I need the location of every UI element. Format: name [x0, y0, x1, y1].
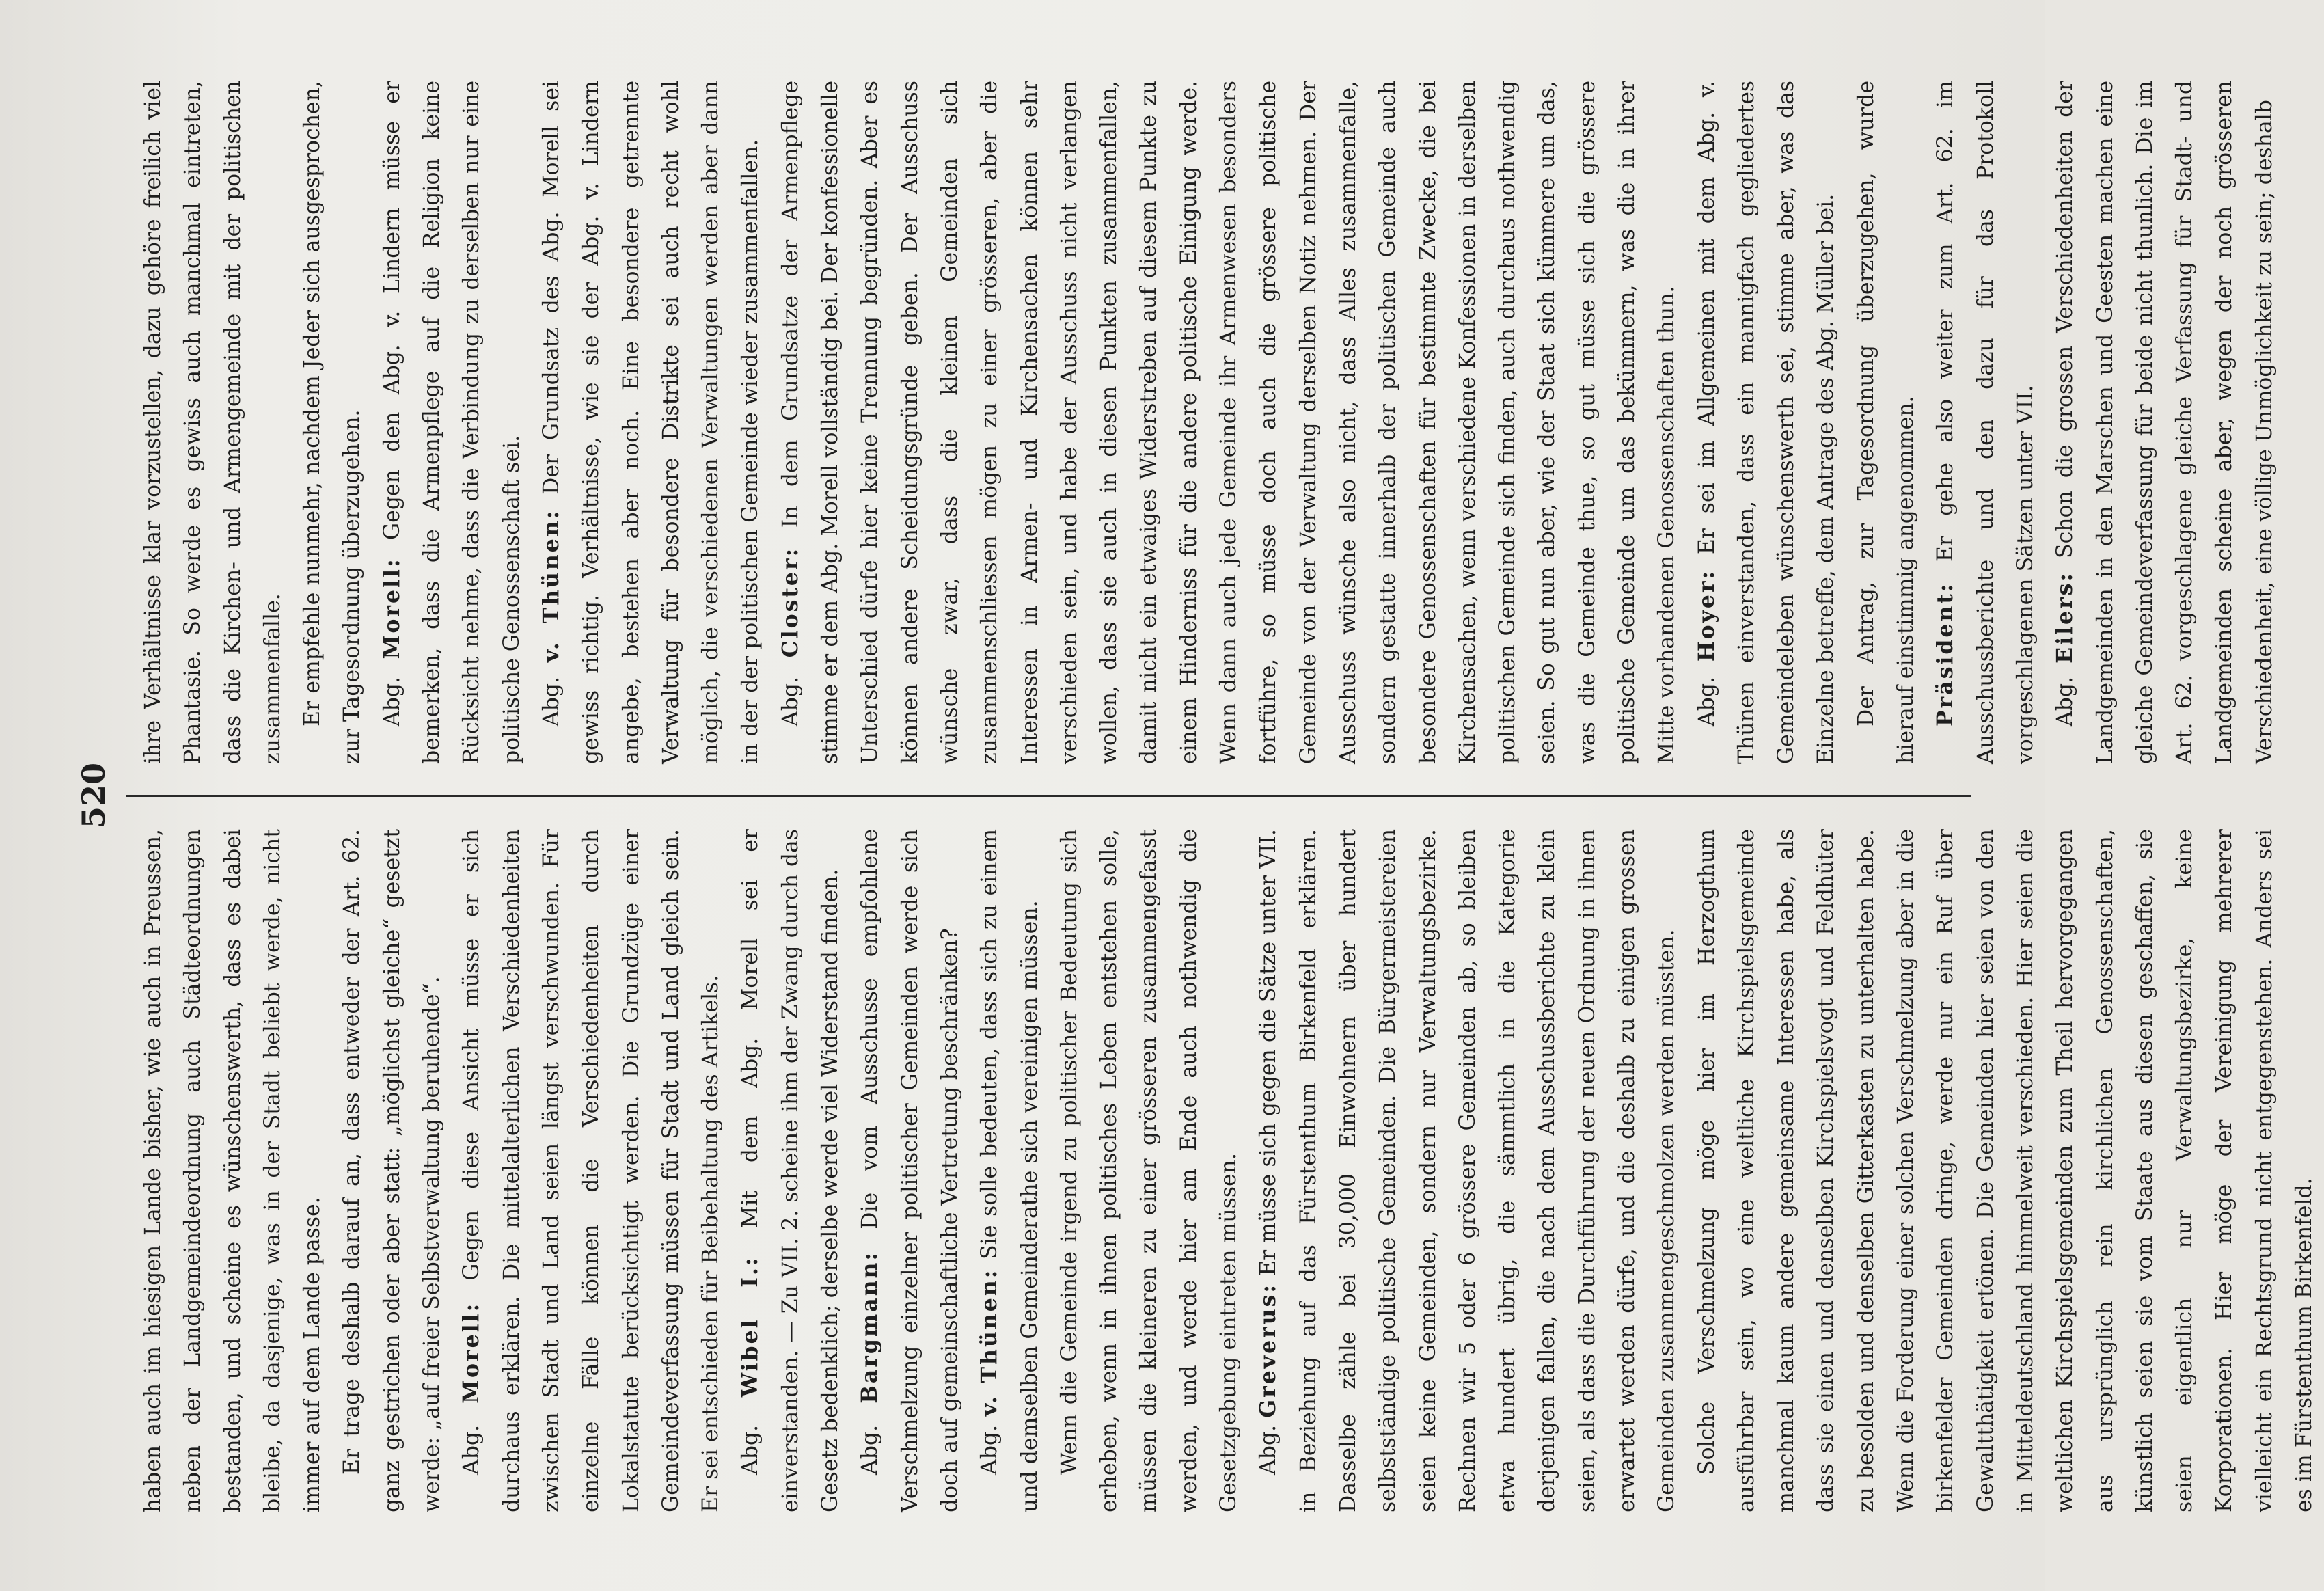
- paragraph: [372, 81, 532, 764]
- paragraph-text: ihre Verhältnisse klar vorzustellen, dazu gehöre freilich viel Phantasie. So werde es gewiss auch manchmal eintreten, dass die Kirchen- und Armengemeinde mit der politischen zusammenfalle.: [141, 81, 285, 764]
- paragraph-text: Der Grundsatz des Abg. Morell sei gewiss richtig. Verhältnisse, wie sie der Abg. v. Lindern angebe, bestehen aber noch. Eine besondere getrennte Verwaltung für besondere Distrikte sei auch recht wohl möglich, die verschiedenen Verwaltungen werden aber dann in der der politischen Gemeinde wieder zusammenfallen.: [538, 81, 763, 764]
- paragraph: [292, 81, 372, 764]
- speaker-name: Präsident:: [1932, 582, 1958, 726]
- paragraph: [771, 81, 1687, 764]
- paragraph: [1687, 81, 1846, 764]
- speaker-name: Hoyer:: [1693, 569, 1719, 662]
- paragraph-text: Wenn die Gemeinde irgend zu politischer Bedeutung sich erheben, wenn in ihnen politisches Leben entstehen solle, müssen die kleineren zu einer grösseren zusammengefasst werden, und werde hier am Ende auch nothwendig die Gesetzgebung eintreten müssen.: [1056, 829, 1242, 1512]
- paragraph: [730, 829, 850, 1512]
- page-number: 520: [75, 762, 112, 829]
- paragraph-text: Gegen diese Ansicht müsse er sich durchaus erklären. Die mittelalterlichen Verschiedenheiten zwischen Stadt und Land seien längst verschwunden. Für einzelne Fälle können die Verschiedenheiten durch Lokalstatute berücksichtigt werden. Die Grundzüge einer Gemeindeverfassung müssen für Stadt und Land gleich sein. Er sei entschieden für Beibehaltung des Artikels.: [459, 829, 724, 1512]
- speaker-prefix: Abg.: [858, 1403, 883, 1475]
- column-divider-rule: [126, 795, 1971, 797]
- paragraph-text: Er trage deshalb darauf an, dass entweder der Art. 62. ganz gestrichen oder aber statt: „möglichst gleiche“ gesetzt werde: „auf freier Selbstverwaltung beruhende“.: [340, 829, 445, 1512]
- speaker-name: v. Thünen:: [976, 1268, 1002, 1417]
- paragraph-text: In dem Grundsatze der Armenpflege stimme er dem Abg. Morell vollständig bei. Der konfessionelle Unterschied dürfe hier keine Trennung begründen. Aber es können andere Scheidungsgründe geben. Der Ausschuss wünsche zwar, dass die kleinen Gemeinden sich zusammenschliessen mögen zu einer grösseren, aber die Interessen in Armen- und Kirchensachen können sehr verschieden sein, und habe der Ausschuss nicht verlangen wollen, dass sie auch in diesen Punkten zusammenfallen, damit nicht ein etwaiges Widerstreben auf diesem Punkte zu einem Hinderniss für die andere politische Einigung werde. Wenn dann auch jede Gemeinde ihr Armenwesen besonders fortführe, so müsse doch auch die grössere politische Gemeinde von der Verwaltung derselben Notiz nehmen. Der Ausschuss wünsche also nicht, dass Alles zusammenfalle, sondern gestatte innerhalb der politischen Gemeinde auch besondere Genossenschaften für bestimmte Zwecke, die bei Kirchensachen, wenn verschiedene Konfessionen in derselben politischen Gemeinde sich finden, auch durchaus nothwendig seien. So gut nun aber, wie der Staat sich kümmere um das, was die Gemeinde thue, so gut müsse sich die grössere politische Gemeinde um das bekümmern, was die in ihrer Mitte vorhandenen Genossenschaften thun.: [778, 81, 1680, 764]
- paragraph: [1248, 829, 1686, 1512]
- paragraph-text: Solche Verschmelzung möge hier im Herzogthum ausführbar sein, wo eine weltliche Kirchspielsgemeinde manchmal kaum andere gemeinsame Interessen habe, als dass sie einen und denselben Kirchspielsvogt und Feldhüter zu besolden und denselben Gitterkasten zu unterhalten habe. Wenn die Forderung einer solchen Verschmelzung aber in die birkenfelder Gemeinden dringe, werde nur ein Ruf über Gewaltthätigkeit ertönen. Die Gemeinden hier seien von den in Mitteldeutschland himmelweit verschieden. Hier seien die weltlichen Kirchspielsgemeinden zum Theil hervorgegangen aus ursprünglich rein kirchlichen Genossenschaften, künstlich seien sie vom Staate aus diesen geschaffen, sie seien eigentlich nur Verwaltungsbezirke, keine Korporationen. Hier möge der Vereinigung mehrerer vielleicht ein Rechtsgrund nicht entgegenstehen. Anders sei es im Fürstenthum Birkenfeld.: [1694, 829, 2317, 1512]
- paragraph: [2045, 81, 2284, 764]
- paragraph-text: Schon die grossen Verschiedenheiten der Landgemeinden in den Marschen und Geesten machen eine gleiche Gemeindeverfassung für beide nicht thunlich. Die im Art. 62. vorgeschlagene gleiche Verfassung für Stadt- und Landgemeinden scheine aber, wegen der noch grösseren Verschiedenheit, eine völlige Unmöglichkeit zu sein; deshalb: [2053, 81, 2277, 764]
- paragraph-text: Die vom Ausschusse empfohlene Verschmelzung einzelner politischer Gemeinden werde sich doch auf gemeinschaftliche Vertretung beschränken?: [858, 829, 962, 1512]
- paragraph-text: Sie solle bedeuten, dass sich zu einem und demselben Gemeinderathe sich vereinigen müssen.: [977, 829, 1042, 1512]
- speaker-prefix: Abg.: [2053, 663, 2078, 726]
- paragraph: [133, 81, 292, 764]
- paragraph: [1846, 81, 1926, 764]
- paragraph-text: Der Antrag, zur Tagesordnung überzugehen, wurde hierauf einstimmig angenommen.: [1853, 81, 1919, 764]
- speaker-name: Bargmann:: [857, 1250, 883, 1404]
- speaker-name: Greverus:: [1255, 1283, 1281, 1418]
- paragraph: [1926, 81, 2045, 764]
- speaker-prefix: Abg.: [1694, 662, 1719, 726]
- speaker-prefix: Abg.: [977, 1416, 1002, 1475]
- paragraph: [1050, 829, 1248, 1512]
- paragraph: [970, 829, 1050, 1512]
- speaker-name: Closter:: [777, 546, 803, 658]
- speaker-name: Morell:: [379, 557, 405, 659]
- paragraph: [850, 829, 970, 1512]
- speaker-prefix: Abg.: [538, 662, 564, 726]
- paragraph-text: haben auch im hiesigen Lande bisher, wie auch in Preussen, neben der Landgemeindeordnung auch Städteordnungen bestanden, und scheine es wünschenswerth, dass es dabei bleibe, da dasjenige, was in der Stadt beliebt werde, nicht immer auf dem Lande passe.: [141, 829, 325, 1512]
- paragraph: [332, 829, 452, 1512]
- speaker-name: v. Thünen:: [538, 508, 564, 663]
- paragraph: [532, 81, 771, 764]
- paragraph-text: Er empfehle nunmehr, nachdem Jeder sich ausgesprochen, zur Tagesordnung überzugehen.: [300, 81, 365, 764]
- paragraph-text: Er müsse sich gegen die Sätze unter VII. in Beziehung auf das Fürstenthum Birkenfeld erklären. Dasselbe zähle bei 30,000 Einwohnern über hundert selbstständige politische Gemeinden. Die Bürgermeistereien seien keine Gemeinden, sondern nur Verwaltungsbezirke. Rechnen wir 5 oder 6 grössere Gemeinden ab, so bleiben etwa hundert übrig, die sämmtlich in die Kategorie derjenigen fallen, die nach dem Ausschussberichte zu klein seien, als dass die Durchführung der neuen Ordnung in ihnen erwartet werden dürfe, und die deshalb zu einigen grossen Gemeinden zusammengeschmolzen werden müssten.: [1256, 829, 1680, 1512]
- paragraph: [133, 829, 332, 1512]
- speaker-prefix: Abg.: [379, 659, 405, 726]
- paragraph-text: Er sei im Allgemeinen mit dem Abg. v. Thünen einverstanden, dass ein mannigfach gegliedertes Gemeindeleben wünschenswerth sei, stimme aber, was das Einzelne betreffe, dem Antrage des Abg. Müller bei.: [1694, 81, 1839, 764]
- paragraph-text: Mit dem Abg. Morell sei er einverstanden. — Zu VII. 2. scheine ihm der Zwang durch das Gesetz bedenklich; derselbe werde viel Widerstand finden.: [738, 829, 843, 1512]
- paragraph-text: Er gehe also weiter zum Art. 62. im Ausschussberichte und den dazu für das Protokoll vorgeschlagenen Sätzen unter VII.: [1933, 81, 2038, 764]
- paragraph: [1687, 829, 2324, 1512]
- speaker-prefix: Abg.: [738, 1397, 763, 1475]
- speaker-prefix: Abg.: [778, 657, 803, 726]
- paragraph: [452, 829, 730, 1512]
- paragraph-text: Gegen den Abg. v. Lindern müsse er bemerken, dass die Armenpflege auf die Religion keine Rücksicht nehme, dass die Verbindung zu derselben nur eine politische Genossenschaft sei.: [379, 81, 524, 764]
- right-text-column: [133, 81, 2277, 764]
- left-text-column: [133, 829, 2317, 1512]
- speaker-name: Wibel I.:: [737, 1255, 763, 1398]
- speaker-prefix: Abg.: [1256, 1417, 1281, 1475]
- speaker-name: Morell:: [459, 1301, 484, 1404]
- speaker-prefix: Abg.: [459, 1403, 484, 1475]
- speaker-name: Eilers:: [2052, 571, 2078, 664]
